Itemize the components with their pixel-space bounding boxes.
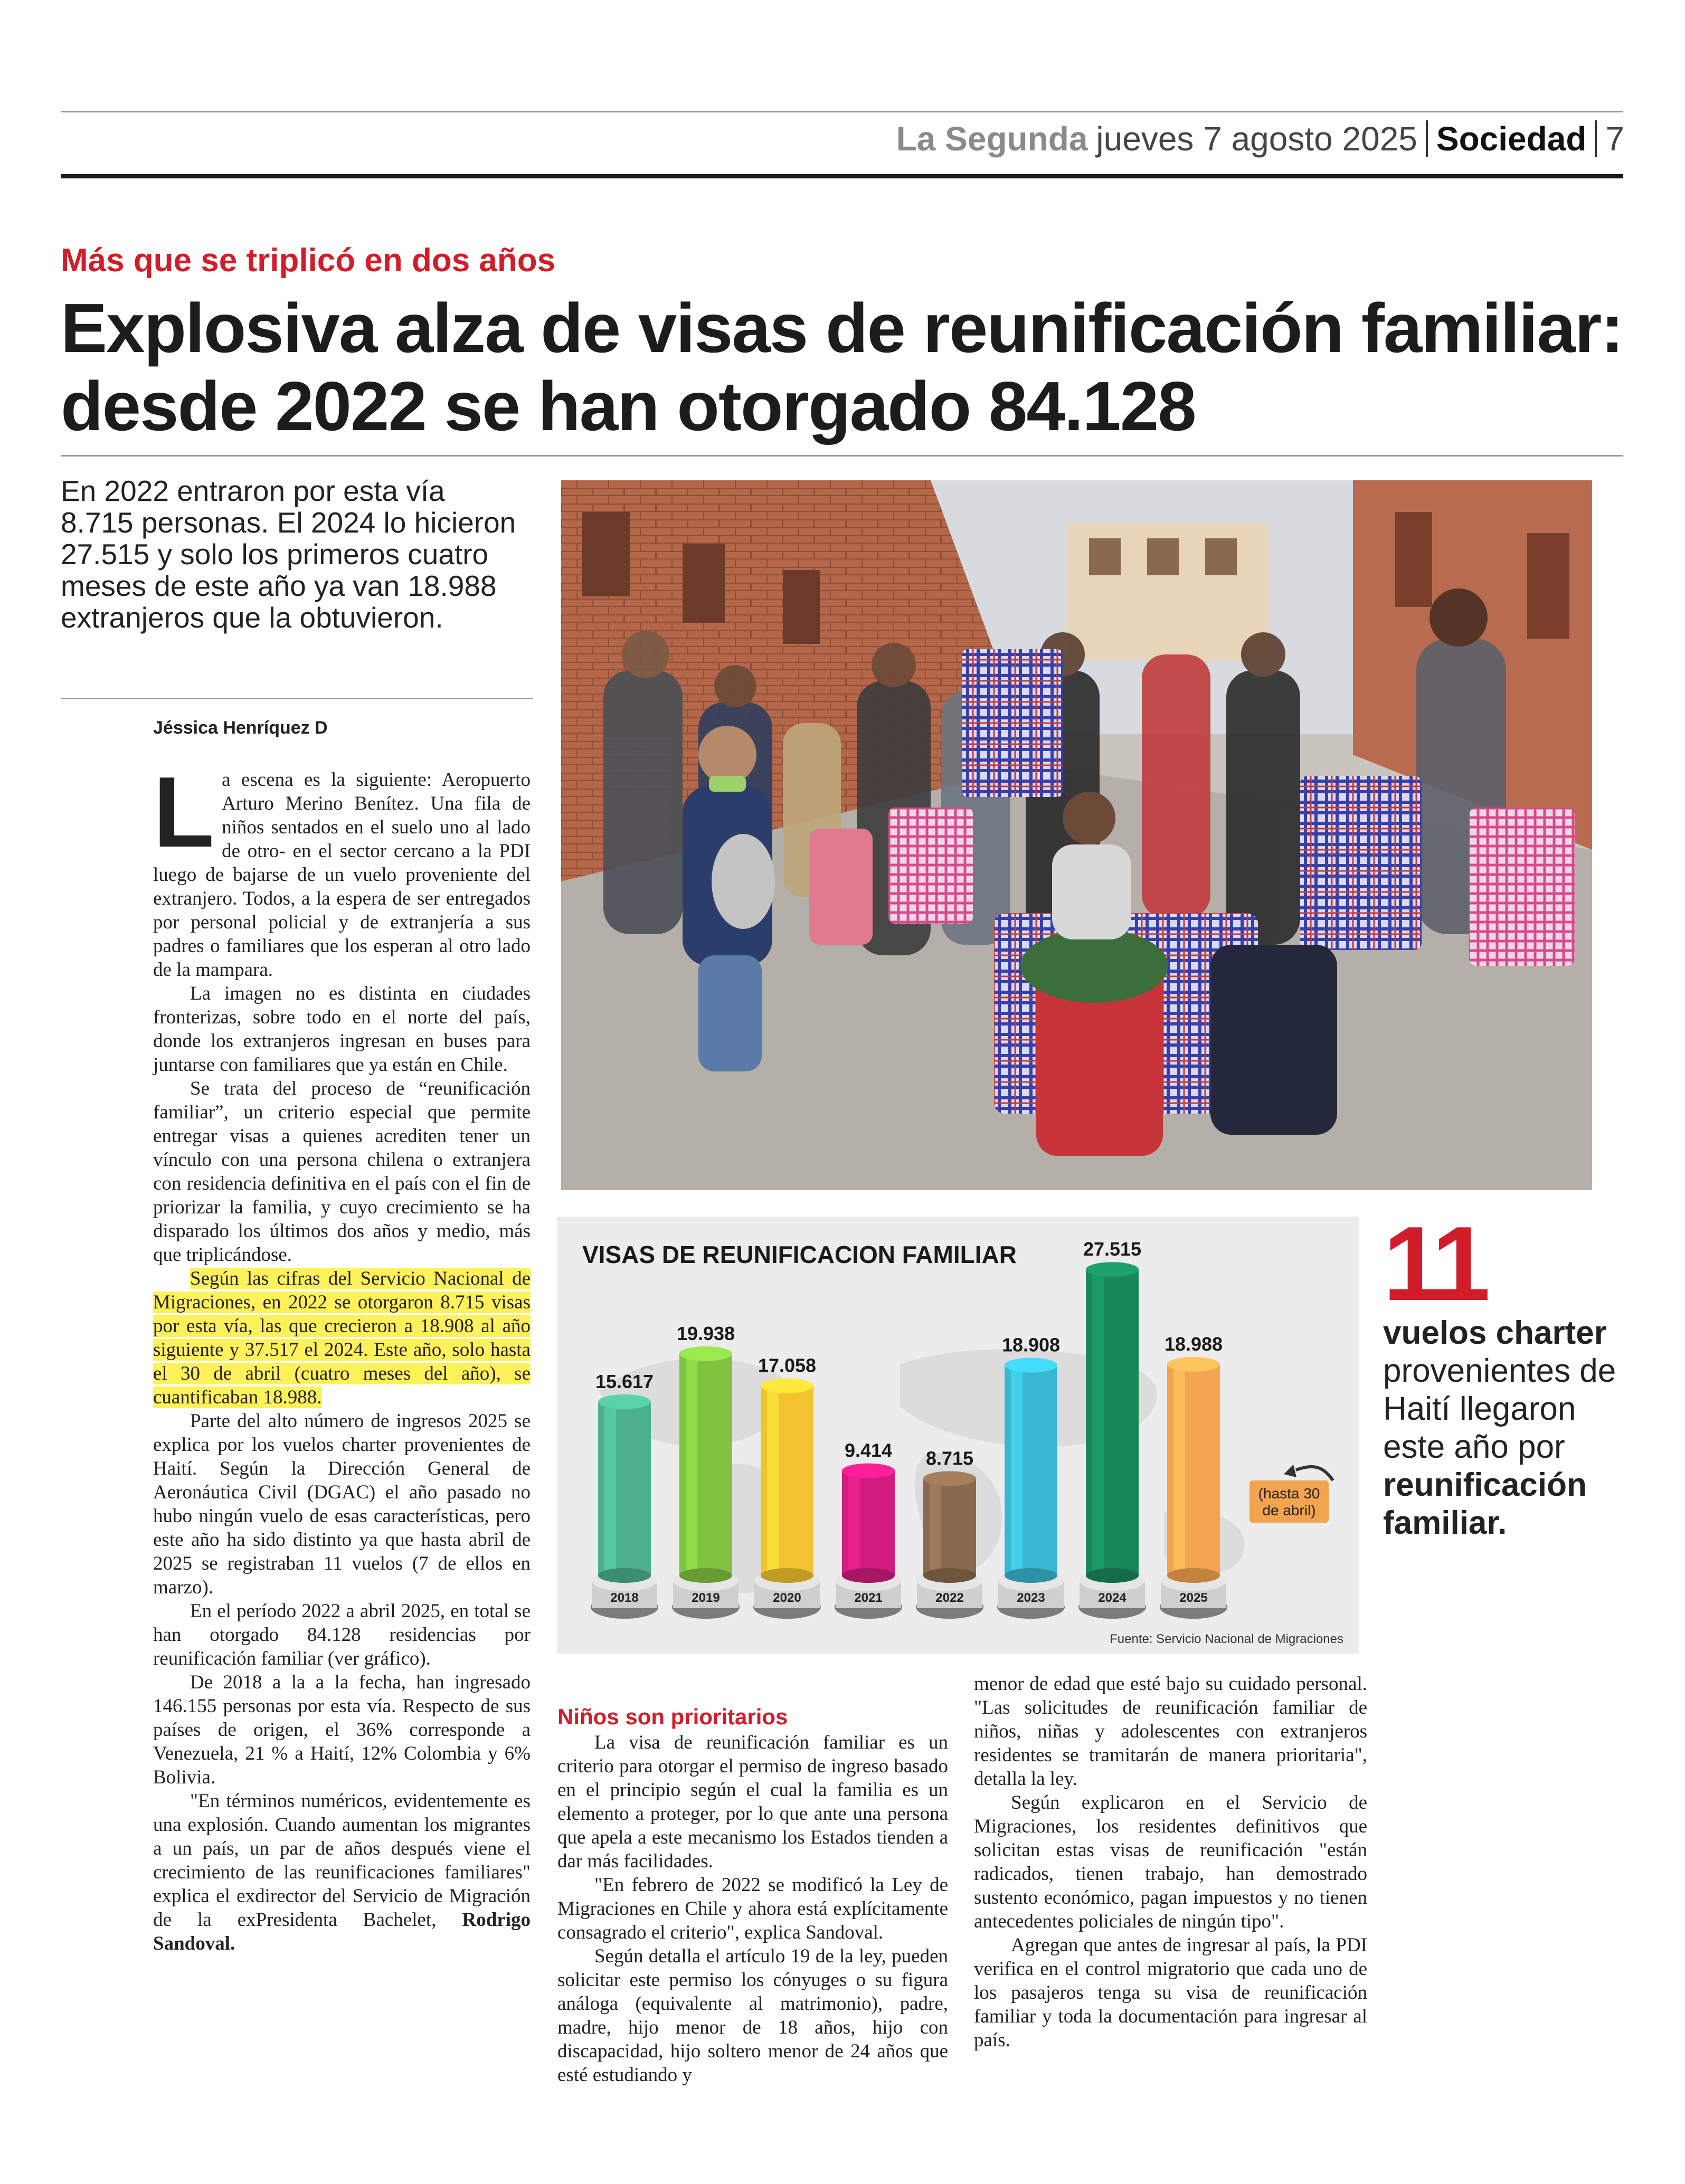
value-label: 9.414 bbox=[844, 1439, 893, 1461]
value-label: 8.715 bbox=[925, 1447, 974, 1469]
bar-2024 bbox=[1078, 1238, 1146, 1619]
bar-bottom bbox=[923, 1568, 976, 1583]
bar-top bbox=[1086, 1262, 1139, 1277]
paragraph: Agregan que antes de ingresar al país, la PDI verifica en el control migratorio que cada uno de los pasajeros tenga su visa de reunificación familiar y toda la documentación para ingresar al país. bbox=[974, 1934, 1367, 2051]
subheading: Niños son prioritarios bbox=[557, 1704, 788, 1729]
article-photo bbox=[561, 480, 1592, 1190]
header-divider bbox=[1595, 120, 1597, 157]
bar-highlight bbox=[686, 1354, 697, 1575]
top-thin-rule bbox=[61, 111, 1623, 112]
issue-date: jueves 7 agosto 2025 bbox=[1096, 120, 1417, 158]
paper-name: La Segunda bbox=[896, 120, 1088, 158]
bar-top bbox=[1005, 1358, 1057, 1373]
bar-highlight bbox=[1173, 1364, 1185, 1575]
category-label: 2021 bbox=[854, 1591, 883, 1605]
value-label: 17.058 bbox=[758, 1354, 817, 1376]
category-label: 2024 bbox=[1098, 1591, 1127, 1605]
bar-top bbox=[842, 1464, 895, 1478]
bar-bottom bbox=[761, 1568, 813, 1583]
bar-highlight bbox=[767, 1386, 779, 1575]
bar-2020 bbox=[753, 1355, 821, 1619]
bar-bottom bbox=[1086, 1568, 1139, 1583]
headline-rule bbox=[61, 455, 1623, 457]
stat-bold-1: vuelos charter bbox=[1383, 1315, 1607, 1351]
chart-source: Fuente: Servicio Nacional de Migraciones bbox=[1110, 1632, 1343, 1646]
drop-cap: L bbox=[153, 756, 215, 868]
annotation bbox=[1249, 1465, 1333, 1523]
bar-highlight bbox=[848, 1471, 860, 1575]
bar-highlight bbox=[1011, 1365, 1023, 1575]
category-label: 2023 bbox=[1017, 1591, 1045, 1605]
lede: En 2022 entraron por esta vía 8.715 personas. El 2024 lo hicieron 27.515 y solo los primeros cuatro meses de este año ya van 18.988 extranjeros que la obtuvieron. bbox=[61, 474, 516, 634]
bar-2021 bbox=[835, 1440, 902, 1619]
paragraph bbox=[153, 756, 531, 982]
category-label: 2025 bbox=[1179, 1591, 1208, 1605]
value-label: 18.988 bbox=[1164, 1333, 1223, 1355]
paragraph: Se trata del proceso de “reunificación familiar”, un criterio especial que permite entregar visas a quienes acrediten tener un vínculo con una persona chilena o extranjera con residencia definitiva en el país con el fin de priorizar la familia, y cuyo crecimiento se ha disparado los últimos dos años y medio, más que triplicándose. bbox=[153, 1078, 531, 1266]
annotation-line-1: (hasta 30 bbox=[1258, 1485, 1320, 1502]
paragraph: En el período 2022 a abril 2025, en total se han otorgado 84.128 residencias por reunificación familiar (ver gráfico). bbox=[153, 1600, 531, 1669]
bar-bottom bbox=[1167, 1568, 1220, 1583]
bar-top bbox=[598, 1394, 651, 1409]
article-column-1 bbox=[153, 756, 531, 1955]
kicker: Más que se triplicó en dos años bbox=[61, 242, 556, 279]
paragraph: menor de edad que esté bajo su cuidado personal. "Las solicitudes de reunificación familiar de niños, niñas y adolescentes con extranjeros residentes se tramitarán de manera prioritaria", detalla la ley. bbox=[974, 1673, 1367, 1790]
annotation-line-2: de abril) bbox=[1262, 1502, 1316, 1518]
chart-canvas bbox=[557, 1217, 1359, 1654]
headline: Explosiva alza de visas de reunificación familiar: desde 2022 se han otorgado 84.128 bbox=[61, 289, 1623, 445]
bar-bottom bbox=[1005, 1568, 1057, 1583]
category-label: 2018 bbox=[610, 1591, 639, 1605]
stat-text bbox=[1383, 1314, 1621, 1542]
page-header bbox=[896, 115, 1624, 163]
photo-illustration bbox=[561, 480, 1592, 1190]
bar-top bbox=[1167, 1357, 1220, 1372]
bar-highlight bbox=[930, 1478, 941, 1575]
bar-bottom bbox=[598, 1568, 651, 1583]
header-thick-rule bbox=[61, 174, 1623, 178]
section-name: Sociedad bbox=[1436, 120, 1587, 158]
article-column-3 bbox=[974, 1672, 1367, 2052]
paragraph: La imagen no es distinta en ciudades fronterizas, sobre todo en el norte del país, donde los extranjeros ingresan en buses para juntarse con familiares que ya están en Chile. bbox=[153, 983, 531, 1076]
article-column-2 bbox=[557, 1705, 948, 2087]
bar-top bbox=[923, 1471, 976, 1486]
highlighted-text: Según las cifras del Servicio Nacional de Migraciones, en 2022 se otorgaron 8.715 visas por esta vía, las que crecieron a 18.908 al año siguiente y 37.517 el 2024. Este año, solo hasta el 30 de abril (cuatro meses del año), se cuantificaban 18.988. bbox=[153, 1268, 531, 1408]
value-label: 15.617 bbox=[595, 1370, 654, 1392]
bar-top bbox=[761, 1379, 813, 1393]
paragraph bbox=[153, 1267, 531, 1409]
paragraph: Según explicaron en el Servicio de Migraciones, los residentes definitivos que solicitan estas visas de reunificación "están radicados, tienen trabajo, han demostrado sustento económico, pagan impuestos y no tienen antecedentes policiales de ningún tipo". bbox=[974, 1792, 1367, 1932]
bar-2023 bbox=[997, 1334, 1065, 1619]
bar-2019 bbox=[672, 1323, 740, 1619]
bars-layer bbox=[591, 1238, 1227, 1619]
bar-top bbox=[679, 1346, 732, 1361]
header-divider bbox=[1426, 120, 1428, 157]
paragraph: Parte del alto número de ingresos 2025 se explica por los vuelos charter provenientes de Haití. Según la Dirección General de Aeronáutica Civil (DGAC) el año pasado no hubo ningún vuelo de esas características, pero este año ha sido distinto ya que hasta abril de 2025 se registraban 11 vuelos (7 de ellos en marzo). bbox=[153, 1410, 531, 1598]
stat-number: 11 bbox=[1383, 1205, 1487, 1323]
paragraph-text: a escena es la siguiente: Aeropuerto Arturo Merino Benítez. Una fila de niños sentados en el suelo uno al lado de otro- en el sector cercano a la PDI luego de bajarse de un vuelo proveniente del extranjero. Todos, a la espera de ser entregados por personal policial y de extranjería a sus padres o familiares que los esperan al otro lado de la mampara. bbox=[153, 769, 531, 981]
category-label: 2020 bbox=[773, 1591, 801, 1605]
stat-bold-2: reunificación familiar. bbox=[1383, 1467, 1587, 1541]
bar-2018 bbox=[591, 1371, 658, 1619]
bar-highlight bbox=[604, 1402, 616, 1575]
sidebar-stat bbox=[1383, 1205, 1621, 1542]
bar-bottom bbox=[842, 1568, 895, 1583]
bar-highlight bbox=[1092, 1269, 1104, 1575]
paragraph: Según detalla el artículo 19 de la ley, pueden solicitar este permiso los cónyuges o su figura análoga (equivalente al matrimonio), padre, madre, hijo menor de 18 años, hijo con discapacidad, hijo soltero menor de 24 años que esté estudiando y bbox=[557, 1945, 948, 2086]
visas-bar-chart bbox=[557, 1217, 1359, 1654]
value-label: 27.515 bbox=[1083, 1238, 1142, 1260]
paragraph: La visa de reunificación familiar es un criterio para otorgar el permiso de ingreso basado en el principio según el cual la familia es un elemento a proteger, por lo que ante una persona que apela a este mecanismo los Estados tienden a dar más facilidades. bbox=[557, 1732, 948, 1872]
stat-body: provenientes de Haití llegaron este año por bbox=[1383, 1353, 1616, 1465]
bar-2025 bbox=[1160, 1333, 1227, 1619]
category-label: 2022 bbox=[935, 1591, 964, 1605]
paragraph bbox=[153, 1789, 531, 1955]
quoted-person: Rodrigo Sandoval. bbox=[153, 1909, 531, 1954]
page-number: 7 bbox=[1605, 120, 1624, 158]
byline: Jéssica Henríquez D bbox=[153, 718, 328, 738]
bar-bottom bbox=[679, 1568, 732, 1583]
category-label: 2019 bbox=[692, 1591, 720, 1605]
value-label: 18.908 bbox=[1001, 1334, 1061, 1356]
value-label: 19.938 bbox=[676, 1322, 735, 1344]
paragraph-text: "En términos numéricos, evidentemente es una explosión. Cuando aumentan los migrantes a un país, un par de años después viene el crecimiento de las reunificaciones familiares" explica el exdirector del Servicio de Migración de la exPresidenta Bachelet, bbox=[153, 1790, 531, 1931]
lede-rule bbox=[61, 698, 533, 699]
paragraph: "En febrero de 2022 se modificó la Ley de Migraciones en Chile y ahora está explícitamente consagrado el criterio", explica Sandoval. bbox=[557, 1874, 948, 1943]
paragraph: De 2018 a la a la fecha, han ingresado 146.155 personas por esta vía. Respecto de sus países de origen, el 36% corresponde a Venezuela, 21 % a Haití, 12% Colombia y 6% Bolivia. bbox=[153, 1672, 531, 1788]
chart-title: VISAS DE REUNIFICACION FAMILIAR bbox=[582, 1241, 1017, 1268]
